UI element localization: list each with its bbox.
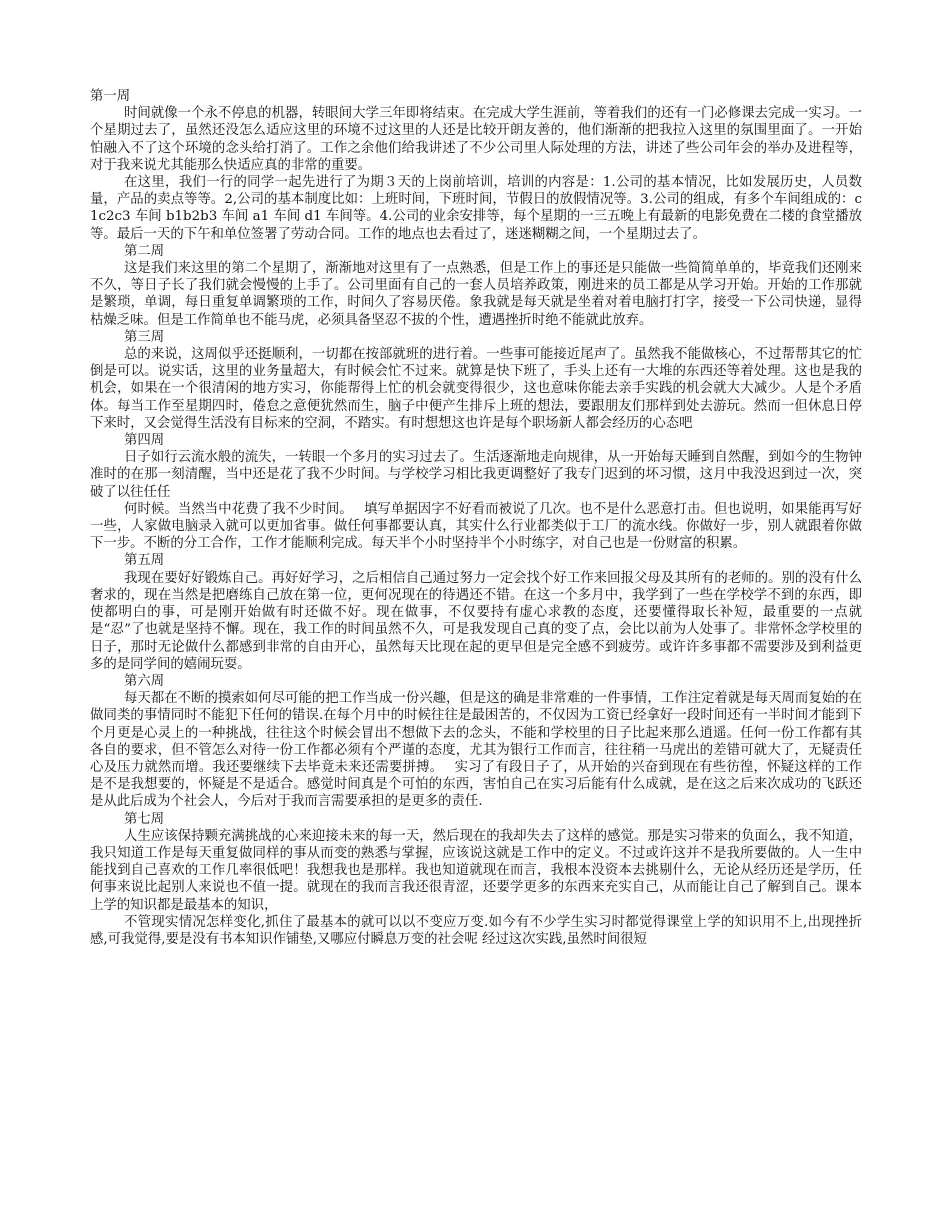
paragraph: 时间就像一个永不停息的机器，转眼间大学三年即将结束。在完成大学生涯前，等着我们的还有一门必修课去完成一实习。一个星期过去了，虽然还没怎么适应这里的环境不过这里的人还是比较开朗友善的，他们渐渐的把我拉入这里的氛围里面了。一开始怕融入不了这个环境的念头给打消了。工作之余他们给我讲述了不少公司里人际处理的方法，讲述了些公司年会的举办及进程等，对于我来说尤其能那么快适应真的非常的重要。 [90,106,862,173]
section-heading-week3: 第三周 [124,329,165,345]
paragraph: 这是我们来这里的第二个星期了，渐渐地对这里有了一点熟悉，但是工作上的事还是只能做一些简简单单的，毕竟我们还刚来不久，等日子长了我们就会慢慢的上手了。公司里面有自己的一套人员培养政策，刚进来的员工都是从学习开始。开始的工作那就是繁琐，单调，每日重复单调繁琐的工作，时间久了容易厌倦。象我就是每天就是坐着对着电脑打打字，接受一下公司快递，显得枯燥乏味。但是工作简单也不能马虎，必须具备坚忍不拔的个性，遭遇挫折时绝不能就此放弃。 [90,261,862,328]
paragraph: 在这里，我们一行的同学一起先进行了为期３天的上岗前培训，培训的内容是：1.公司的基本情况，比如发展历史，人员数量，产品的卖点等等。2,公司的基本制度比如：上班时间，下班时间，节假日的放假情况等。3.公司的组成，有多个车间组成的：c1c2c3 车间 b1b2b3 车间 a1 车间 d1 车间等。4.公司的业余安排等，每个星期的一三五晚上有最新的电影免费在二楼的食堂播放等。最后一天的下午和单位签署了劳动合同。工作的地点也去看过了，迷迷糊糊之间，一个星期过去了。 [90,175,862,242]
section-heading-week7: 第七周 [124,811,165,827]
section-heading-week1: 第一周 [90,89,131,104]
section-heading-week6: 第六周 [124,673,165,689]
section-heading-week2: 第二周 [124,243,165,259]
section-heading-week4: 第四周 [124,433,165,449]
paragraph: 不管现实情况怎样变化,抓住了最基本的就可以以不变应万变.如今有不少学生实习时都觉得课堂上学的知识用不上,出现挫折感,可我觉得,要是没有书本知识作铺垫,又哪应付瞬息万变的社会呢 经过这次实践,虽然时间很短 [90,914,862,947]
paragraph: 我现在要好好锻炼自己。再好好学习，之后相信自己通过努力一定会找个好工作来回报父母及其所有的老师的。别的没有什么奢求的，现在当然是把磨练自己放在第一位，更何况现在的待遇还不错。在这一个多月中，我学到了一些在学校学不到的东西，即使都明白的事，可是刚开始做有时还做不好。现在做事，不仅要持有虚心求教的态度，还要懂得取长补短，最重要的一点就是“忍”了也就是坚持不懈。现在，我工作的时间虽然不久，可是我发现自己真的变了点，会比以前为人处事了。非常怀念学校里的日子，那时无论做什么都感到非常的自由开心，虽然每天比现在起的更早但是完全感不到疲劳。或许许多事都不需要涉及到利益更多的是同学间的嬉闹玩耍。 [90,570,862,672]
paragraph: 总的来说，这周似乎还挺顺利，一切都在按部就班的进行着。一些事可能接近尾声了。虽然我不能做核心，不过帮帮其它的忙倒是可以。说实话，这里的业务量超大，有时候会忙不过来。就算是快下班了，手头上还有一大堆的东西还等着处理。这也是我的机会，如果在一个很清闲的地方实习，你能帮得上忙的机会就变得很少，这也意味你能去亲手实践的机会就大大减少。人是个矛盾体。每当工作至星期四时，倦怠之意便犹然而生，脑子中便产生排斥上班的想法，要跟朋友们那样到处去游玩。然而一但休息日停下来时，又会觉得生活没有目标来的空洞，不踏实。有时想想这也许是每个职场新人都会经历的心态吧 [90,347,862,431]
paragraph: 日子如行云流水般的流失，一转眼一个多月的实习过去了。生活逐渐地走向规律，从一开始每天睡到自然醒，到如今的生物钟准时的在那一刻清醒，当中还是花了我不少时间。与学校学习相比我更调整好了我专门迟到的坏习惯，这月中我没迟到过一次，突破了以往任任 [90,450,862,500]
paragraph: 每天都在不断的摸索如何尽可能的把工作当成一份兴趣，但是这的确是非常难的一件事情，工作注定着就是每天周而复始的在做同类的事情同时不能犯下任何的错误.在每个月中的时候往往是最困苦的，不仅因为工资已经拿好一段时间还有一半时间才能到下个月更是心灵上的一种挑战，往往这个时候会冒出不想做下去的念头，不能和学校里的日子比起来那么逍遥。任何一份工作都有其各自的要求，但不管怎么对待一份工作都必须有个严谨的态度，尤其为银行工作而言，往往稍一马虎出的差错可就大了，无疑责任心及压力就然而增。我还要继续下去毕竟未来还需要拼搏。 实习了有段日子了，从开始的兴奋到现在有些彷徨，怀疑这样的工作是不是我想要的，怀疑是不是适合。感觉时间真是个可怕的东西，害怕自己在实习后能有什么成就，是在这之后来次成功的飞跃还是从此后成为个社会人，今后对于我而言需要承担的是更多的责任. [90,691,862,810]
paragraph: 何时候。当然当中花费了我不少时间。 填写单据因字不好看而被说了几次。也不是什么恶意打击。但也说明，如果能再写好一些，人家做电脑录入就可以更加省事。做任何事都要认真，其实什么行业都类似于工厂的流水线。你做好一步，别人就跟着你做下一步。不断的分工合作，工作才能顺利完成。每天半个小时坚持半个小时练字，对自己也是一份财富的积累。 [90,501,862,552]
section-heading-week5: 第五周 [124,553,165,569]
paragraph: 人生应该保持颗充满挑战的心来迎接未来的每一天，然后现在的我却失去了这样的感觉。那是实习带来的负面么，我不知道，我只知道工作是每天重复做同样的事从而变的熟悉与掌握，应该说这就是工作中的定义。不过或许这并不是我所要做的。人一生中能找到自己喜欢的工作几率很低吧！我想我也是那样。我也知道就现在而言，我根本没资本去挑剔什么，无论从经历还是学历，任何事来说比起别人来说也不值一提。就现在的我而言我还很青涩，还要学更多的东西来充实自己，从而能让自己了解到自己。课本上学的知识都是最基本的知识， [90,828,862,913]
